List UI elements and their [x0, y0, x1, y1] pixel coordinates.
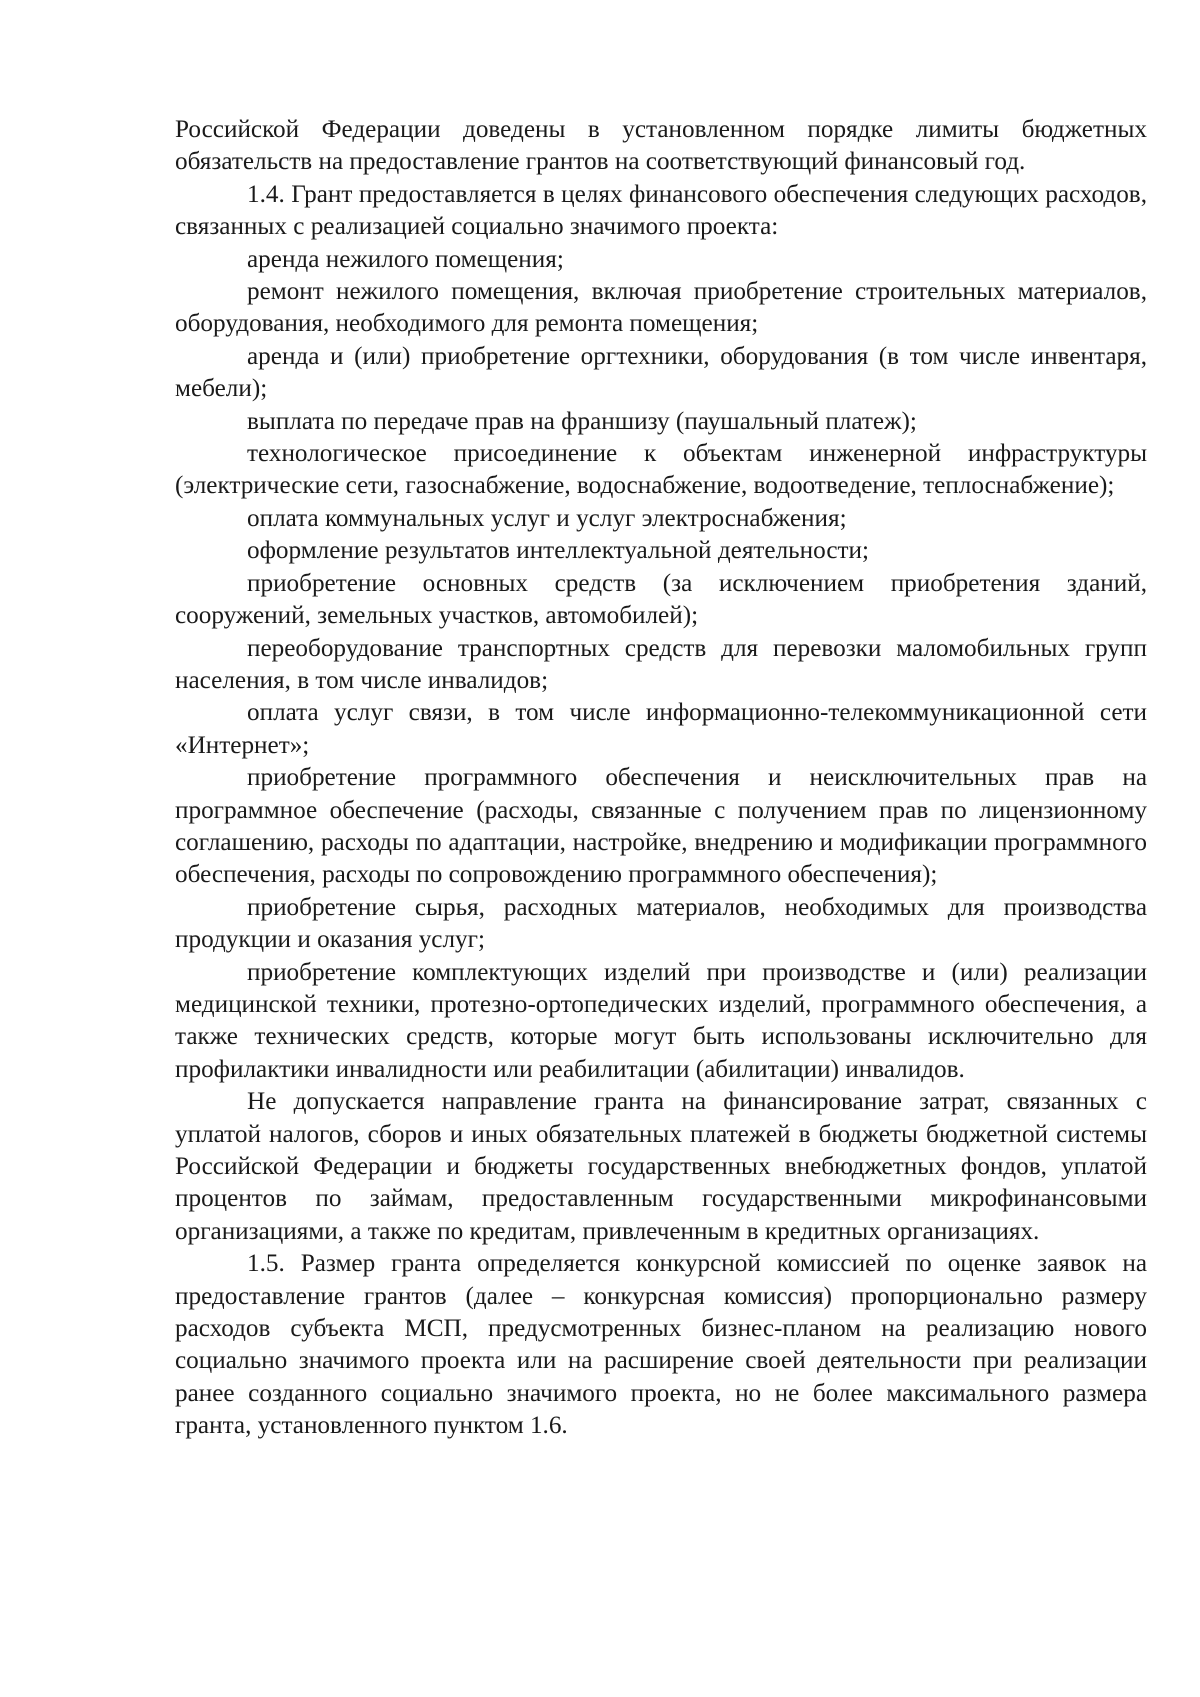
paragraph-clause-1-5: 1.5. Размер гранта определяется конкурсной комиссией по оценке заявок на предоставление грантов (далее – конкурсная комиссия) пропорционально размеру расходов субъекта МСП, предусмотренных бизнес-планом на реализацию нового социально значимого проекта или на расширение своей деятельности при реализации ранее созданного социально значимого проекта, но не более максимального размера гранта, установленного пунктом 1.6.: [175, 1250, 1147, 1440]
list-item-infrastructure: технологическое присоединение к объектам инженерной инфраструктуры (электрические сети, газоснабжение, водоснабжение, водоотведение, теплоснабжение);: [175, 440, 1147, 500]
list-item-components: приобретение комплектующих изделий при производстве и (или) реализации медицинской техники, протезно-ортопедических изделий, программного обеспечения, а также технических средств, которые могут быть использованы исключительно для профилактики инвалидности или реабилитации (абилитации) инвалидов.: [175, 958, 1147, 1083]
paragraph-restrictions: Не допускается направление гранта на финансирование затрат, связанных с уплатой налогов, сборов и иных обязательных платежей в бюджеты бюджетной системы Российской Федерации и бюджеты государственных внебюджетных фондов, уплатой процентов по займам, предоставленным государственными микрофинансовыми организациями, а также по кредитам, привлеченным в кредитных организациях.: [175, 1088, 1147, 1245]
list-item-rent: аренда нежилого помещения;: [247, 245, 564, 273]
list-item-fixed-assets: приобретение основных средств (за исключением приобретения зданий, сооружений, земельных участков, автомобилей);: [175, 569, 1147, 630]
paragraph-clause-1-4: 1.4. Грант предоставляется в целях финансового обеспечения следующих расходов, связанных с реализацией социально значимого проекта:: [175, 180, 1147, 241]
list-item-utilities: оплата коммунальных услуг и услуг электроснабжения;: [247, 504, 847, 532]
document-page: [175, 114, 1147, 1443]
paragraph-continuation: Российской Федерации доведены в установленном порядке лимиты бюджетных обязательств на предоставление грантов на соответствующий финансовый год.: [175, 116, 1147, 176]
list-item-repair: ремонт нежилого помещения, включая приобретение строительных материалов, оборудования, необходимого для ремонта помещения;: [175, 278, 1147, 338]
list-item-vehicle-conversion: переоборудование транспортных средств для перевозки маломобильных групп населения, в том числе инвалидов;: [175, 634, 1147, 694]
list-item-intellectual-property: оформление результатов интеллектуальной деятельности;: [247, 537, 870, 565]
list-item-communications: оплата услуг связи, в том числе информационно-телекоммуникационной сети «Интернет»;: [175, 699, 1147, 759]
list-item-software: приобретение программного обеспечения и неисключительных прав на программное обеспечение (расходы, связанные с получением прав по лицензионному соглашению, расходы по адаптации, настройке, внедрению и модификации программного обеспечения, расходы по сопровождению программного обеспечения);: [175, 764, 1147, 889]
list-item-raw-materials: приобретение сырья, расходных материалов, необходимых для производства продукции и оказания услуг;: [175, 893, 1147, 954]
list-item-franchise: выплата по передаче прав на франшизу (паушальный платеж);: [247, 407, 917, 435]
list-item-office-equipment: аренда и (или) приобретение оргтехники, оборудования (в том числе инвентаря, мебели);: [175, 342, 1147, 403]
